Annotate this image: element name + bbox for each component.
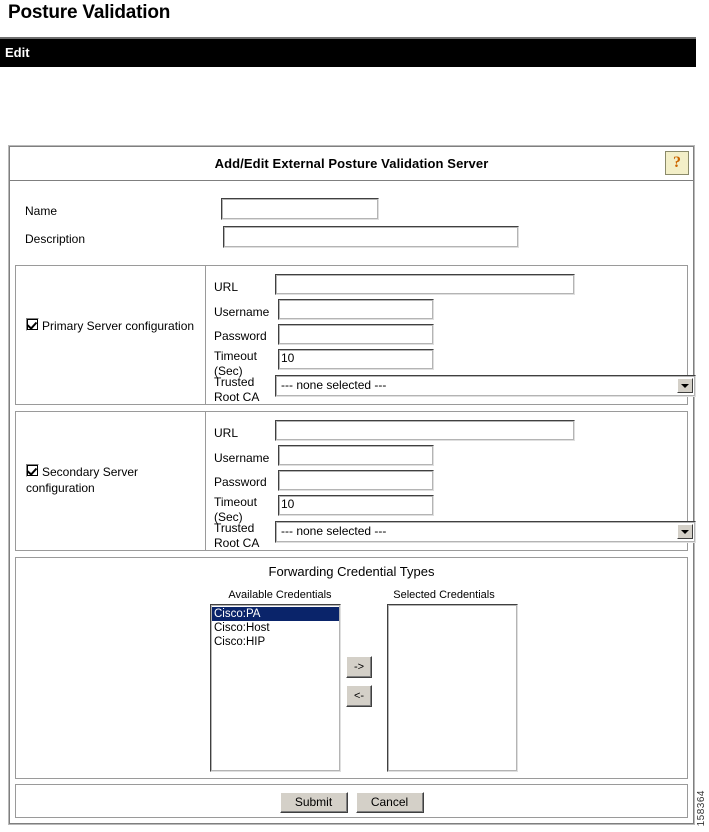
primary-timeout-label-line2: (Sec): [214, 364, 243, 378]
figure-number: 158364: [696, 789, 707, 826]
add-credential-button[interactable]: ->: [346, 656, 372, 678]
chevron-down-icon[interactable]: [677, 524, 693, 539]
primary-username-input[interactable]: [278, 299, 434, 320]
secondary-timeout-value: 10: [281, 497, 295, 511]
list-item[interactable]: Cisco:PA: [211, 607, 340, 621]
edit-menu-item[interactable]: Edit: [5, 45, 30, 60]
panel-header-title: Add/Edit External Posture Validation Server: [214, 156, 489, 171]
secondary-url-input[interactable]: [275, 420, 575, 441]
secondary-timeout-input[interactable]: [278, 495, 434, 516]
selected-credentials-options: [388, 605, 517, 607]
primary-url-input[interactable]: [275, 274, 575, 295]
secondary-username-label: Username: [214, 451, 270, 465]
primary-trusted-root-ca-label-line1: Trusted: [214, 375, 255, 389]
cancel-button[interactable]: Cancel: [356, 792, 424, 813]
secondary-server-checkbox-row[interactable]: [26, 464, 198, 496]
primary-timeout-value: 10: [281, 351, 295, 365]
selected-credentials-listbox[interactable]: [387, 604, 518, 772]
secondary-timeout-label-line2: (Sec): [214, 510, 243, 524]
name-input[interactable]: [221, 198, 379, 220]
footer-buttons: [16, 792, 687, 813]
primary-server-checkbox[interactable]: [26, 318, 39, 331]
secondary-server-checkbox[interactable]: [26, 464, 39, 477]
primary-timeout-label-line1: Timeout: [214, 349, 257, 363]
panel-inner: [9, 146, 694, 824]
primary-trusted-root-ca-select[interactable]: [275, 375, 696, 397]
primary-username-label: Username: [214, 305, 270, 319]
form-footer: [15, 784, 688, 818]
primary-server-left-pane: [16, 266, 206, 404]
identity-section: [10, 181, 693, 259]
secondary-url-label: URL: [214, 426, 239, 440]
name-label: Name: [25, 204, 58, 218]
description-input[interactable]: [223, 226, 519, 248]
list-item[interactable]: Cisco:Host: [214, 622, 270, 634]
panel-header: [10, 147, 693, 181]
list-item[interactable]: Cisco:HIP: [214, 636, 266, 648]
secondary-server-left-pane: [16, 412, 206, 550]
secondary-timeout-label-line1: Timeout: [214, 495, 257, 509]
primary-trusted-root-ca-value: --- none selected ---: [281, 378, 387, 392]
secondary-trusted-root-ca-select[interactable]: [275, 521, 696, 543]
edit-menu-bar: [0, 37, 696, 67]
available-credentials-options: [211, 605, 340, 649]
secondary-trusted-root-ca-value: --- none selected ---: [281, 524, 387, 538]
available-credentials-listbox[interactable]: [210, 604, 341, 772]
secondary-password-label: Password: [214, 475, 267, 489]
primary-server-section: [15, 265, 688, 405]
submit-button[interactable]: Submit: [280, 792, 348, 813]
primary-trusted-root-ca-label-line2: Root CA: [214, 390, 260, 404]
primary-server-checkbox-row[interactable]: [26, 318, 198, 334]
primary-server-checkbox-label: Primary Server configuration: [42, 319, 195, 333]
secondary-server-checkbox-label: Secondary Server configuration: [26, 465, 139, 495]
selected-credentials-label: Selected Credentials: [393, 589, 495, 601]
secondary-trusted-root-ca-label-line2: Root CA: [214, 536, 260, 550]
chevron-down-icon[interactable]: [677, 378, 693, 393]
forwarding-credential-types-section: [15, 557, 688, 779]
remove-credential-button[interactable]: <-: [346, 685, 372, 707]
available-credentials-label: Available Credentials: [228, 589, 332, 601]
forwarding-credential-types-title: Forwarding Credential Types: [268, 564, 435, 579]
description-label: Description: [25, 232, 86, 246]
primary-timeout-input[interactable]: [278, 349, 434, 370]
primary-password-label: Password: [214, 329, 267, 343]
help-icon[interactable]: ?: [665, 151, 689, 175]
secondary-server-section: [15, 411, 688, 551]
posture-validation-server-panel: [8, 145, 695, 825]
secondary-username-input[interactable]: [278, 445, 434, 466]
primary-url-label: URL: [214, 280, 239, 294]
secondary-password-input[interactable]: [278, 470, 434, 491]
primary-password-input[interactable]: [278, 324, 434, 345]
secondary-trusted-root-ca-label-line1: Trusted: [214, 521, 255, 535]
page-title: Posture Validation: [8, 2, 171, 23]
